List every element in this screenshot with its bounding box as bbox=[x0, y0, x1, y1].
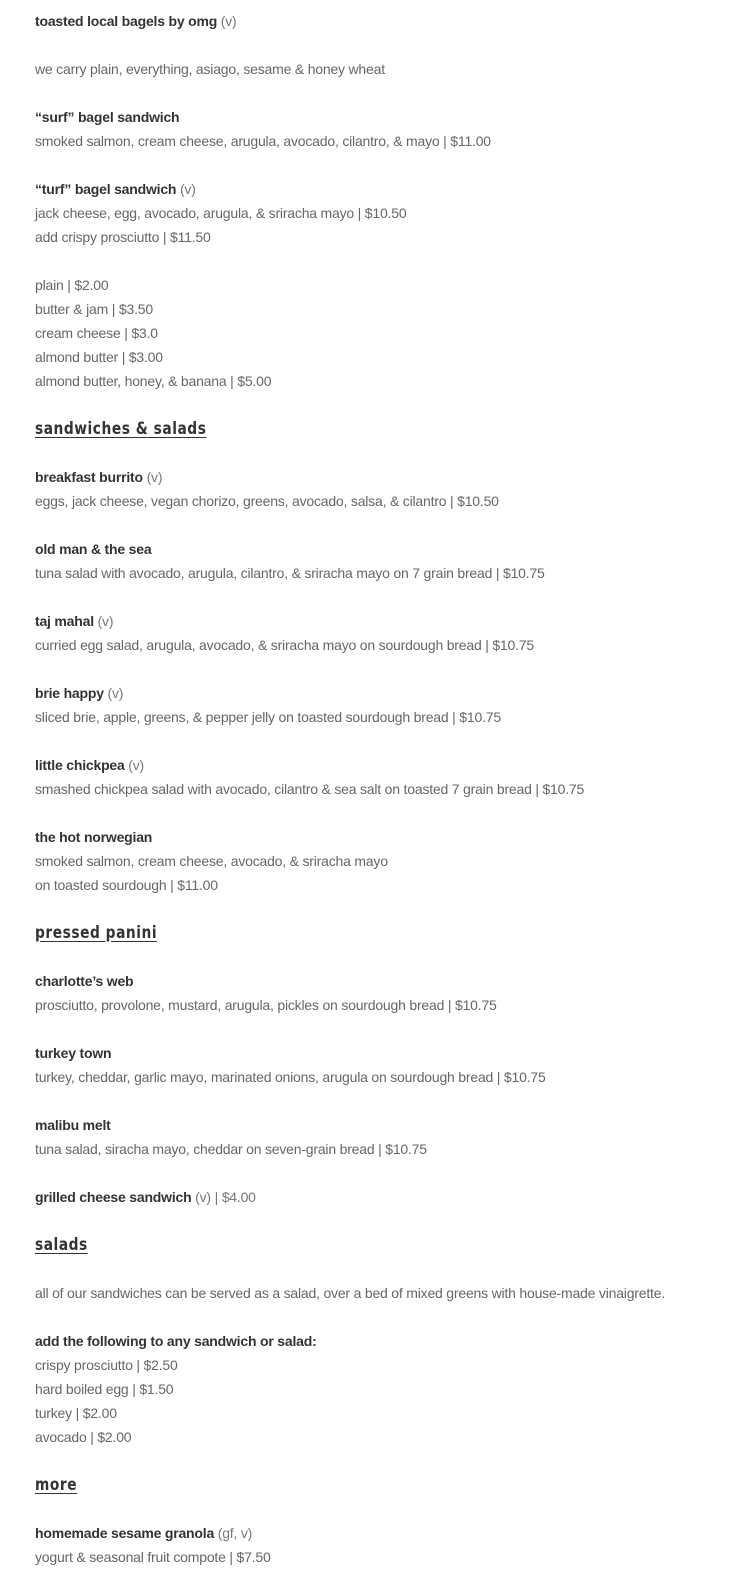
menu-item-tag: (v) bbox=[128, 757, 145, 773]
menu-item-desc: yogurt & seasonal fruit compote | $7.50 bbox=[35, 1549, 271, 1565]
menu-item-desc: smoked salmon, cream cheese, avocado, & sriracha mayo bbox=[35, 853, 388, 869]
salads-note: all of our sandwiches can be served as a salad, over a bed of mixed greens with house-made vinaigrette. bbox=[35, 1285, 665, 1301]
spacer bbox=[35, 657, 695, 681]
menu-item-name: the hot norwegian bbox=[35, 829, 153, 845]
spacer bbox=[35, 513, 695, 537]
bagels-title-line bbox=[35, 9, 695, 33]
spacer bbox=[35, 585, 695, 609]
spacer bbox=[35, 945, 695, 969]
menu-item-desc: smashed chickpea salad with avocado, cilantro & sea salt on toasted 7 grain bread | $10.75 bbox=[35, 781, 585, 797]
spacer bbox=[35, 1257, 695, 1281]
spacer bbox=[35, 897, 695, 921]
price-line: cream cheese | $3.0 bbox=[35, 325, 158, 341]
menu-item-name: brie happy bbox=[35, 685, 104, 701]
menu-item-name: “turf” bagel sandwich bbox=[35, 181, 177, 197]
menu-item-tag: (v) bbox=[179, 181, 196, 197]
menu-item-title-line bbox=[35, 177, 695, 201]
spacer bbox=[35, 33, 695, 57]
menu-item-title-line bbox=[35, 465, 695, 489]
section-heading-more: more bbox=[35, 1475, 78, 1495]
menu-item-title-line bbox=[35, 1185, 695, 1209]
menu-item-tag: (v) bbox=[146, 469, 163, 485]
menu-item-desc: sliced brie, apple, greens, & pepper jelly on toasted sourdough bread | $10.75 bbox=[35, 709, 501, 725]
menu-item-desc: smoked salmon, cream cheese, arugula, avocado, cilantro, & mayo | $11.00 bbox=[35, 133, 491, 149]
menu-item-desc: prosciutto, provolone, mustard, arugula, pickles on sourdough bread | $10.75 bbox=[35, 997, 497, 1013]
menu-item-name: breakfast burrito bbox=[35, 469, 143, 485]
spacer bbox=[35, 1305, 695, 1329]
bagels-title-tag: (v) bbox=[220, 13, 237, 29]
spacer bbox=[35, 1017, 695, 1041]
menu-item-name: malibu melt bbox=[35, 1117, 111, 1133]
menu-item-tag: (v) | $4.00 bbox=[195, 1189, 256, 1205]
spacer bbox=[35, 801, 695, 825]
price-line: almond butter | $3.00 bbox=[35, 349, 163, 365]
bagels-note: we carry plain, everything, asiago, sesame & honey wheat bbox=[35, 61, 385, 77]
spacer bbox=[35, 81, 695, 105]
menu-item-title-line bbox=[35, 1521, 695, 1545]
spacer bbox=[35, 1209, 695, 1233]
menu-item-desc: tuna salad, siracha mayo, cheddar on seven-grain bread | $10.75 bbox=[35, 1141, 427, 1157]
menu-item-desc: jack cheese, egg, avocado, arugula, & sriracha mayo | $10.50 bbox=[35, 205, 407, 221]
menu-item-title-line bbox=[35, 537, 695, 561]
menu-item-name: taj mahal bbox=[35, 613, 94, 629]
menu-item-tag: (v) bbox=[107, 685, 124, 701]
section-heading-panini: pressed panini bbox=[35, 923, 158, 943]
menu-item-name: turkey town bbox=[35, 1045, 112, 1061]
menu-item-title-line bbox=[35, 609, 695, 633]
price-line: plain | $2.00 bbox=[35, 277, 109, 293]
menu-item-desc: tuna salad with avocado, arugula, cilantro, & sriracha mayo on 7 grain bread | $10.75 bbox=[35, 565, 545, 581]
menu-item-name: “surf” bagel sandwich bbox=[35, 109, 180, 125]
section-heading-sandwiches: sandwiches & salads bbox=[35, 419, 207, 439]
spacer bbox=[35, 1161, 695, 1185]
section-heading-salads: salads bbox=[35, 1235, 88, 1255]
menu-item-name: charlotte’s web bbox=[35, 973, 134, 989]
spacer bbox=[35, 153, 695, 177]
price-line: turkey | $2.00 bbox=[35, 1405, 117, 1421]
menu-item-name: homemade sesame granola bbox=[35, 1525, 215, 1541]
menu-item-addon: add crispy prosciutto | $11.50 bbox=[35, 229, 211, 245]
spacer bbox=[35, 441, 695, 465]
price-line: hard boiled egg | $1.50 bbox=[35, 1381, 174, 1397]
price-line: almond butter, honey, & banana | $5.00 bbox=[35, 373, 272, 389]
menu-item-name: little chickpea bbox=[35, 757, 125, 773]
spacer bbox=[35, 1449, 695, 1473]
addons-title: add the following to any sandwich or salad: bbox=[35, 1333, 317, 1349]
menu-item-desc: on toasted sourdough | $11.00 bbox=[35, 877, 218, 893]
spacer bbox=[35, 729, 695, 753]
menu-item-desc: curried egg salad, arugula, avocado, & sriracha mayo on sourdough bread | $10.75 bbox=[35, 637, 534, 653]
spacer bbox=[35, 249, 695, 273]
menu-item-title-line bbox=[35, 681, 695, 705]
price-line: butter & jam | $3.50 bbox=[35, 301, 153, 317]
price-line: avocado | $2.00 bbox=[35, 1429, 132, 1445]
price-line: crispy prosciutto | $2.50 bbox=[35, 1357, 178, 1373]
spacer bbox=[35, 393, 695, 417]
bagels-title: toasted local bagels by omg bbox=[35, 13, 218, 29]
menu-item-tag: (v) bbox=[97, 613, 114, 629]
spacer bbox=[35, 1089, 695, 1113]
menu-item-desc: turkey, cheddar, garlic mayo, marinated onions, arugula on sourdough bread | $10.75 bbox=[35, 1069, 546, 1085]
menu-item-name: grilled cheese sandwich bbox=[35, 1189, 192, 1205]
spacer bbox=[35, 1497, 695, 1521]
menu-item-title-line bbox=[35, 753, 695, 777]
menu-item-tag: (gf, v) bbox=[217, 1525, 253, 1541]
menu-item-desc: eggs, jack cheese, vegan chorizo, greens, avocado, salsa, & cilantro | $10.50 bbox=[35, 493, 499, 509]
menu-item-name: old man & the sea bbox=[35, 541, 152, 557]
